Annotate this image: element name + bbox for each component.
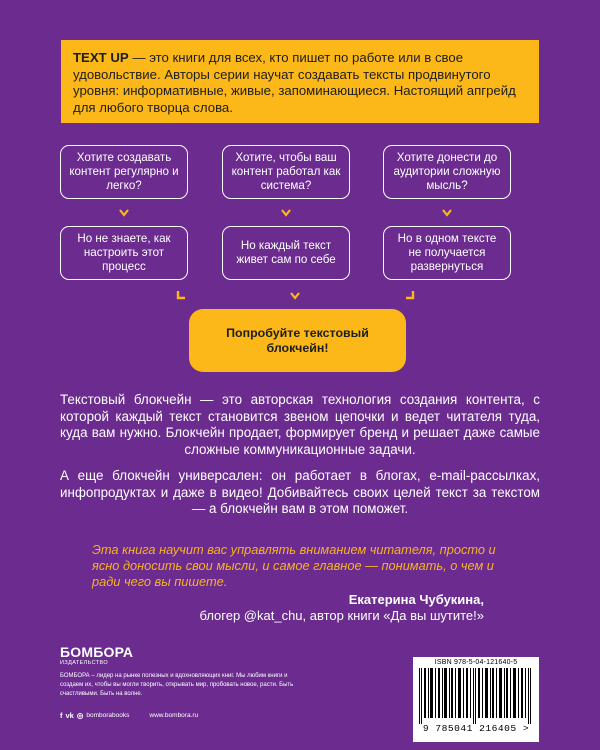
problem-box-2: Но каждый текст живет сам по себе [222, 226, 350, 280]
facebook-icon[interactable]: f [60, 711, 63, 720]
barcode-bars [417, 668, 535, 724]
author-info: блогер @kat_chu, автор книги «Да вы шутите!» [199, 608, 484, 623]
vk-icon[interactable]: vk [65, 711, 74, 720]
chevron-down-icon [119, 209, 129, 219]
social-handle[interactable]: bomborabooks [86, 712, 130, 719]
chevron-down-icon [290, 292, 300, 302]
publisher-description: БОМБОРА – лидер на рынке полезных и вдохновляющих книг. Мы любим книги и создаем их, чтобы вы могли творить, открывать мир, пробовать новое, расти. Быть счастливыми. Быть на волне. [60, 673, 294, 697]
question-box-3: Хотите донести до аудитории сложную мысль? [383, 145, 511, 199]
publisher-subtitle: ИЗДАТЕЛЬСТВО [60, 660, 109, 666]
publisher-site[interactable]: www.bombora.ru [149, 712, 199, 719]
series-brand: TEXT UP [73, 50, 129, 65]
instagram-icon[interactable]: ◎ [76, 711, 84, 720]
isbn-number: ISBN 978-5-04-121640-5 [434, 659, 518, 666]
problem-box-1: Но не знаете, как настроить этот процесс [60, 226, 188, 280]
chevron-down-icon [281, 209, 291, 219]
description-paragraph-2: А еще блокчейн универсален: он работает в блогах, e-mail-рассылках, инфопродуктах и даже в видео! Добивайтесь своих целей текст за текстом — а блокчейн вам в этом поможет. [60, 468, 540, 516]
barcode [413, 657, 539, 742]
social-links [60, 711, 198, 720]
testimonial-quote: Эта книга научит вас управлять вниманием читателя, просто и ясно доносить свои мысли, и самое главное — понимать, о чем и ради чего вы пишете. [92, 542, 496, 589]
corner-arrow-icon [405, 290, 415, 300]
chevron-down-icon [442, 209, 452, 219]
corner-arrow-icon [176, 290, 186, 300]
question-box-2: Хотите, чтобы ваш контент работал как система? [222, 145, 350, 199]
intro-box [61, 40, 539, 123]
publisher-name: БОМБОРА [60, 644, 134, 660]
publisher-logo [60, 645, 133, 667]
blockchain-callout: Попробуйте текстовый блокчейн! [189, 309, 406, 372]
question-box-1: Хотите создавать контент регулярно и легко? [60, 145, 188, 199]
problem-box-3: Но в одном тексте не получается развернуться [383, 226, 511, 280]
intro-text: — это книги для всех, кто пишет по работе или в свое удовольствие. Авторы серии научат создавать тексты продвинутого уровня: информативные, живые, запоминающиеся. Настоящий апгрейд для любого творца слова. [73, 50, 516, 115]
barcode-number: 9 785041 216405 > [422, 723, 530, 734]
testimonial-author [199, 592, 484, 624]
author-name: Екатерина Чубукина, [348, 592, 484, 607]
description-paragraph-1: Текстовый блокчейн — это авторская технология создания контента, с которой каждый текст становится звеном цепочки и ведет читателя туда, куда вам нужно. Блокчейн продает, формирует бренд и решает даже самые сложные коммуникационные задачи. [60, 392, 540, 457]
